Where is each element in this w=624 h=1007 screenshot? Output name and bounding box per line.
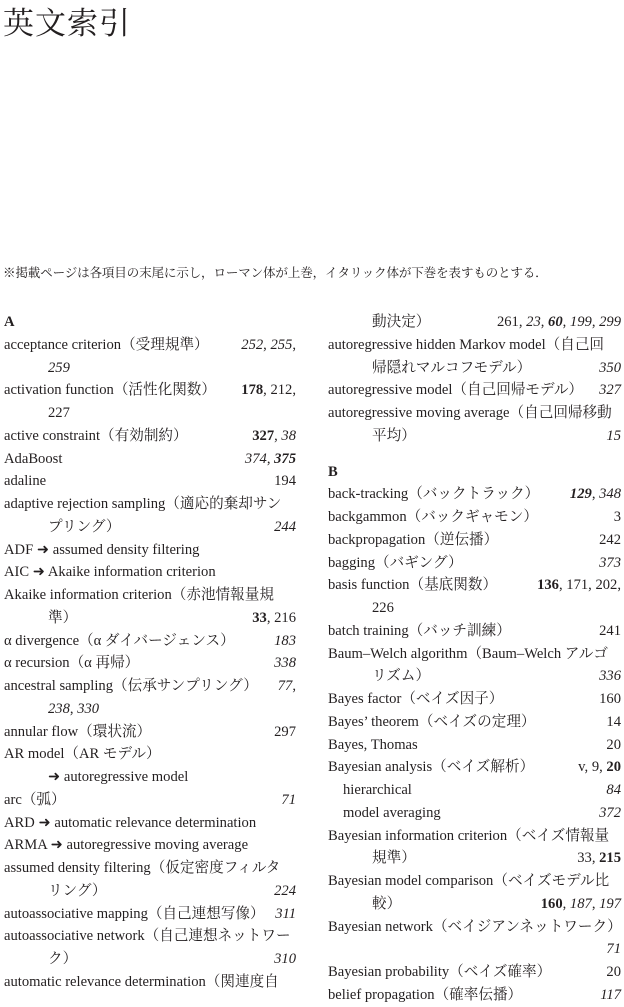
page-number: 3 [613,509,621,525]
index-entry [328,756,621,779]
index-entry [328,357,621,380]
page-number: 374 [244,450,267,467]
index-entry [4,857,296,880]
page-number: 14 [606,713,621,730]
index-entry [4,561,296,584]
entry-term: AIC ➜ Akaike information criterion [4,564,216,581]
entry-term: リズム） [372,668,431,685]
index-entry [328,688,621,711]
entry-term: 動決定） [372,314,431,330]
entry-term: belief propagation（確率伝播） [328,986,523,1003]
index-entry [328,938,621,961]
page-number: 33 [252,609,267,626]
index-entry [328,893,621,916]
index-entry [328,483,621,506]
index-entry [328,643,621,666]
entry-term: ARMA ➜ autoregressive moving average [4,837,249,854]
page-list: 136, 171, 202, [537,577,621,594]
page-number: 252 [241,336,264,353]
page-list: 327, 38 [252,427,296,444]
index-entry [4,721,296,744]
page-number: 77 [277,678,293,694]
index-entry [4,880,296,903]
section-letter: A [4,314,15,330]
entry-term: bagging（バギング） [328,554,463,571]
page-number: 84 [606,782,621,798]
page-list [275,903,296,926]
page-number: 241 [599,622,621,639]
entry-term: Bayesian information criterion（ベイズ情報量 [328,827,610,844]
entry-term: ➜ autoregressive model [48,769,189,785]
index-entry [4,766,296,789]
entry-term [328,448,621,461]
page-list [599,552,621,575]
page-number: 171 [566,577,589,594]
page-list [606,961,621,984]
index-entry [4,630,296,653]
page-list [4,402,296,425]
page-number: 71 [281,791,296,808]
index-entry [4,948,296,971]
page-number: 136 [537,577,559,594]
page-list [599,357,621,380]
entry-term: activation function（活性化関数） [4,382,216,399]
entry-term: batch training（バッチ訓練） [328,622,511,639]
page-list [599,379,621,402]
page-number: 20 [606,736,621,753]
index-entry [328,984,621,1007]
page-number: 71 [606,941,621,958]
index-entry [4,743,296,766]
entry-term: autoassociative mapping（自己連想写像） [4,905,265,922]
index-entry [4,493,296,516]
page-list: 129, 348 [569,486,621,503]
index-entry [4,470,296,493]
index-entry [328,552,621,575]
index-entry [328,597,621,620]
page-number: 327 [252,427,275,444]
page-list [274,880,296,903]
page-list [274,630,296,653]
entry-term: backpropagation（逆伝播） [328,531,499,548]
page-number: 373 [599,554,621,571]
page-number: 187 [569,895,592,912]
entry-term: autoregressive model（自己回帰モデル） [328,382,584,399]
page-number: 15 [606,427,621,444]
page-number: 348 [599,486,621,503]
page-list: 178, 212, [241,382,296,399]
index-entry [4,698,296,721]
page-number: 129 [569,486,592,503]
entry-term: AR model（AR モデル） [4,746,161,763]
entry-term: Bayesian analysis（ベイズ解析） [328,759,535,776]
entry-term: Bayes factor（ベイズ因子） [328,691,504,707]
index-note: ※掲載ページは各項目の末尾に示し，ローマン体が上巻，イタリック体が下巻を表すものとする． [3,266,548,280]
page-number: 20 [606,964,621,980]
page-number: 375 [274,450,296,467]
page-number: 224 [274,882,296,899]
page-list: 238, 330 [48,700,100,717]
page-list: 261, 23, 60, 199, 299 [496,314,621,330]
index-entry [4,971,296,994]
page-list [274,652,296,675]
page-list: 33, 215 [577,850,621,867]
index-entry [328,425,621,448]
index-column-right [328,311,621,1007]
entry-term: annular flow（環状流） [4,723,152,740]
index-entry [4,448,296,471]
index-entry [328,802,621,825]
page-list [274,516,296,539]
index-entry [328,847,621,870]
page-list [606,938,621,961]
page-number: 178 [241,382,264,399]
page-list [599,529,621,552]
index-entry [328,734,621,757]
entry-term: α divergence（α ダイバージェンス） [4,632,235,649]
entry-term: assumed density filtering（仮定密度フィルタ [4,860,281,876]
index-entry [4,607,296,630]
page-number: 194 [274,473,296,490]
entry-term: autoregressive hidden Markov model（自己回 [328,336,605,353]
page-number: 20 [606,759,621,776]
index-entry [4,379,296,402]
page-number: 197 [599,895,621,912]
page-list: 252, 255, [241,336,296,353]
page-list: 160, 187, 197 [540,895,621,912]
section-heading [328,461,621,484]
page-number: 330 [77,700,100,717]
page-number: 372 [599,804,621,821]
entry-term: 準） [48,609,78,626]
entry-term: Baum–Welch algorithm（Baum–Welch アルゴ [328,645,608,662]
page-list [328,597,621,620]
entry-term: Bayesian probability（ベイズ確率） [328,964,552,980]
entry-term: hierarchical [343,782,412,798]
index-entry [328,825,621,848]
page-list [599,665,621,688]
index-entry [328,448,621,461]
page-list [274,470,296,493]
entry-term: α recursion（α 再帰） [4,655,140,672]
index-entry [4,925,296,948]
page-list [274,721,296,744]
page-number: 38 [281,427,296,444]
index-entry [4,834,296,857]
page-number: 227 [48,405,70,421]
index-entry [4,675,296,698]
index-entry [4,402,296,425]
index-entry [328,529,621,552]
page-number: 238 [48,700,70,717]
page-number: 338 [274,655,296,672]
index-entry [328,574,621,597]
page-number: 310 [274,951,296,967]
entry-term: active constraint（有効制約） [4,427,188,444]
page-number: 242 [599,531,621,548]
entry-term: Bayesian network（ベイジアンネットワーク） [328,918,622,935]
index-entry [328,311,621,334]
index-entry [4,812,296,835]
index-entry [328,779,621,802]
page-number: 311 [275,905,296,922]
page-list [600,984,621,1007]
page-list: 33, 216 [252,609,296,626]
entry-term: autoregressive moving average（自己回帰移動 [328,405,612,421]
page-number: 261 [496,314,519,330]
page-number: 33 [577,850,592,867]
page-number: 299 [599,314,621,330]
index-entry [328,870,621,893]
index-column-left [4,311,296,994]
page-number: 23 [526,314,541,330]
entry-term: 平均） [372,427,416,444]
entry-term: Bayes, Thomas [328,736,418,753]
entry-term: 較） [372,895,402,912]
index-entry [328,711,621,734]
entry-term: Bayesian model comparison（ベイズモデル比 [328,873,610,889]
page-number: 350 [599,359,621,376]
page-list [606,425,621,448]
entry-term: 規準） [372,850,416,867]
page-number: 215 [599,850,621,867]
entry-term: backgammon（バックギャモン） [328,509,538,525]
index-entry [4,334,296,357]
index-entry [328,916,621,939]
page-number: 297 [274,723,296,740]
entry-term: autoassociative network（自己連想ネットワー [4,928,291,945]
index-entry [328,334,621,357]
index-entry [4,516,296,539]
section-heading [4,311,296,334]
index-entry [4,357,296,380]
index-entry [328,379,621,402]
page-list [606,734,621,757]
entry-term: AdaBoost [4,450,63,467]
page-number: 327 [599,382,621,399]
page-list [4,357,296,380]
index-entry [4,903,296,926]
page-number: 9 [591,759,600,776]
page-number: 336 [599,668,621,685]
index-entry [4,539,296,562]
entry-term: プリング） [48,518,121,535]
page-number: 60 [548,314,563,330]
entry-term: basis function（基底関数） [328,577,498,594]
entry-term: ADF ➜ assumed density filtering [4,541,200,558]
page-list [274,948,296,971]
page-number: v [578,759,585,776]
index-entry [4,789,296,812]
entry-term: リング） [48,882,107,899]
page-list [606,779,621,802]
entry-term: ク） [48,951,78,967]
page-list [599,802,621,825]
page-number: 244 [274,518,296,535]
page-number: 259 [48,359,70,376]
page-number: 160 [599,691,621,707]
entry-term: back-tracking（バックトラック） [328,486,540,503]
page-number: 202 [595,577,618,594]
entry-term: acceptance criterion（受理規準） [4,336,209,353]
index-entry [328,402,621,425]
page-number: 226 [372,600,394,616]
page-number: 212 [270,382,293,399]
page-number: 160 [540,895,563,912]
page-number: 216 [274,609,296,626]
entry-term: automatic relevance determination（関連度自 [4,973,279,990]
index-entry [328,506,621,529]
entry-term: arc（弧） [4,791,66,808]
entry-term: Akaike information criterion（赤池情報量規 [4,587,274,603]
entry-term: 帰隠れマルコフモデル） [372,359,532,376]
page-number: 183 [274,632,296,649]
page-list [281,789,296,812]
page-list: v, 9, 20 [578,759,621,776]
page-number: 255 [270,336,293,353]
page-number: 199 [569,314,592,330]
page-list [606,711,621,734]
entry-term: ARD ➜ automatic relevance determination [4,814,257,831]
entry-term [328,938,606,961]
index-entry [328,620,621,643]
page-list [599,688,621,711]
page-list: 374, 375 [244,450,296,467]
index-entry [328,961,621,984]
entry-term: model averaging [343,804,441,821]
index-entry [4,425,296,448]
page-number: 117 [600,986,621,1003]
entry-term: ancestral sampling（伝承サンプリング） [4,678,258,694]
entry-term: adaline [4,473,47,490]
page-title: 英文索引 [3,6,131,42]
entry-term: Bayes’ theorem（ベイズの定理） [328,713,536,730]
index-entry [328,665,621,688]
page-list: 77, [277,678,296,694]
page-list [614,506,621,529]
index-entry [4,584,296,607]
section-letter: B [328,463,338,480]
page-list [599,620,621,643]
entry-term: adaptive rejection sampling（適応的棄却サン [4,496,282,512]
index-entry [4,652,296,675]
